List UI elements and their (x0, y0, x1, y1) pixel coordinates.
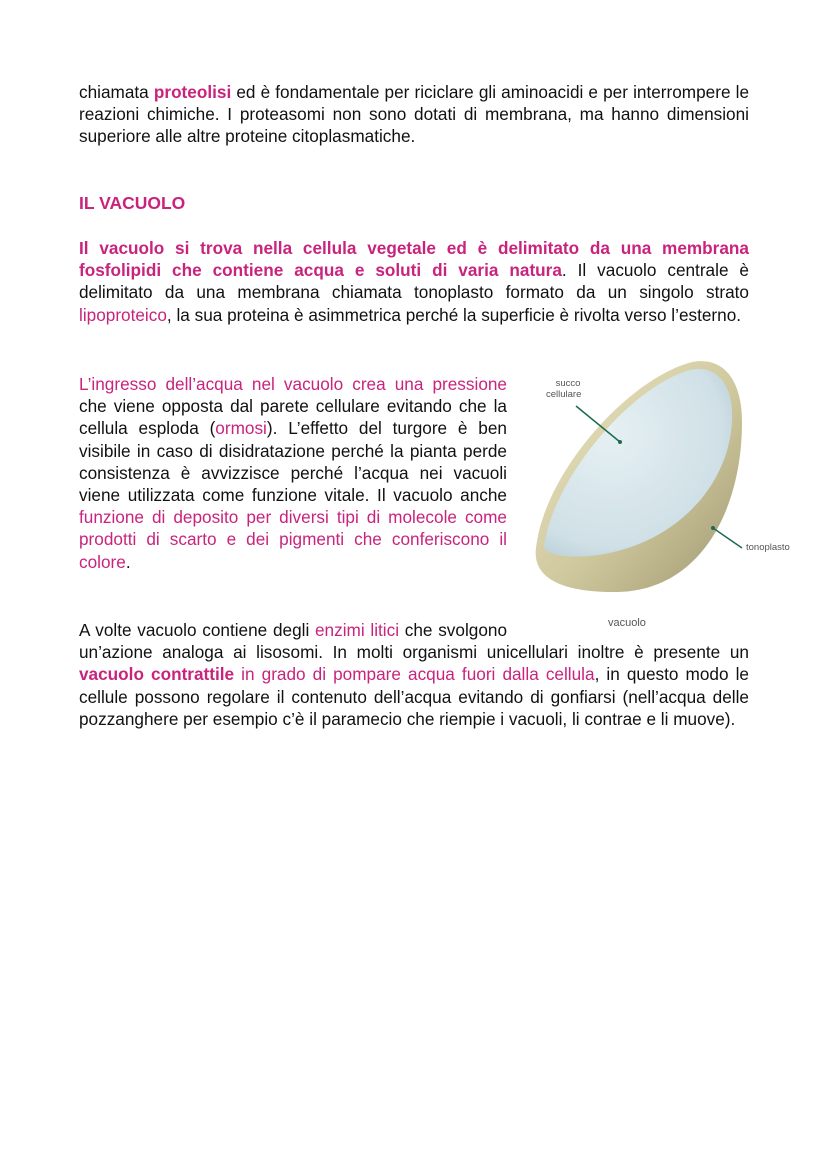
highlight-deposito: funzione di deposito per diversi tipi di molecole come prodotti di scarto e dei pigmenti che conferiscono il colore (79, 507, 507, 572)
label-tonoplasto: tonoplasto (746, 542, 790, 553)
highlight-definition: Il vacuolo si trova nella cellula vegetale ed è delimitato da una membrana fosfolipidi che contiene acqua e soluti di varia natura (79, 238, 749, 281)
text: . (125, 551, 131, 572)
pointer-line-tonoplasto (713, 528, 742, 548)
section-heading: IL VACUOLO (79, 193, 186, 213)
figure-caption: vacuolo (608, 617, 646, 629)
vacuole-figure (520, 350, 820, 640)
text: , in questo modo le cellule possono regolare il contenuto dell’acqua evitando di gonfiarsi (nell’acqua delle pozzanghere per esempio c’è il paramecio che riempie i vacuoli, li contrae e li muove). (79, 664, 749, 729)
vacuole-paragraph (79, 237, 749, 326)
pointer-dot-succo (618, 440, 622, 444)
turgor-paragraph (79, 373, 507, 573)
text: che svolgono un’azione analoga ai lisosomi. In molti organismi unicellulari inoltre è presente un (79, 620, 749, 663)
intro-paragraph (79, 81, 749, 148)
label-cellulare: cellulare (546, 389, 582, 400)
term-ormosi: ormosi (215, 418, 267, 439)
text: chiamata (79, 82, 154, 102)
term-lipoproteico: lipoproteico (79, 304, 167, 325)
text: ). L’effetto del turgore è ben visibile in caso di disidratazione perché la pianta perde consistenza è avvizzisce perché l’acqua nei vacuoli viene utilizzata come funzione vitale. Il vacuolo anche (79, 418, 507, 506)
text: A volte vacuolo contiene degli (79, 620, 315, 640)
text: ed è fondamentale per riciclare gli aminoacidi e per interrompere le reazioni chimiche. I proteasomi non sono dotati di membrana, ma hanno dimensioni superiore alle altre proteine citoplasmatiche. (79, 82, 750, 147)
text: . Il vacuolo centrale è delimitato da una membrana chiamata tonoplasto formato da un singolo strato (79, 260, 749, 303)
highlight-pompare: in grado di pompare acqua fuori dalla cellula (234, 664, 595, 685)
term-proteolisi: proteolisi (153, 82, 232, 102)
label-succo: succo (555, 378, 581, 389)
text: , la sua proteina è asimmetrica perché la superficie è rivolta verso l’esterno. (166, 304, 742, 325)
pointer-dot-tonoplasto (711, 526, 715, 530)
text: che viene opposta dal parete cellulare evitando che la cellula esploda ( (79, 396, 507, 439)
highlight-pressione: L’ingresso dell’acqua nel vacuolo crea una pressione (79, 374, 507, 394)
term-enzimi-litici: enzimi litici (315, 620, 400, 640)
term-vacuolo-contrattile: vacuolo contrattile (79, 664, 235, 685)
